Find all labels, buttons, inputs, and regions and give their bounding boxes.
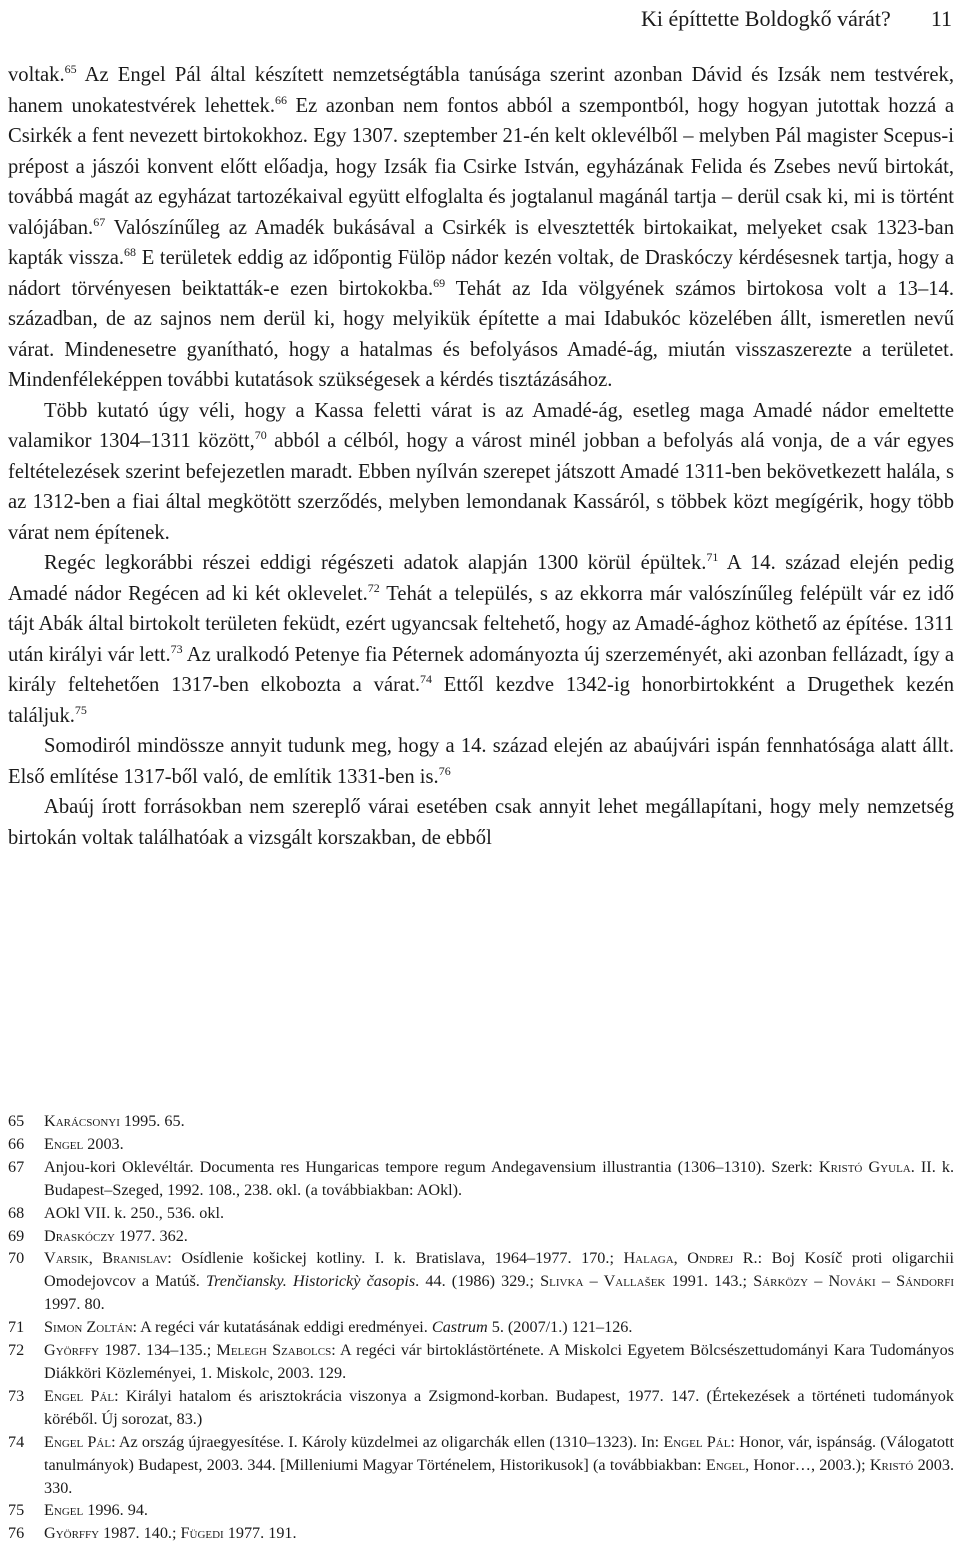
- text-run: E területek eddig az időpontig Fülöp nádor kezén voltak, de Draskóczy kérdésesnek tartja, hogy a nádort törvényesen beiktatták-e ezen birtokokba.: [8, 247, 954, 300]
- footnote-ref-67[interactable]: 67: [93, 214, 106, 229]
- text-run: abból a célból, hogy a várost minél jobban a befolyás alá vonja, de a vár egyes feltételezések szerint befejezetlen maradt. Ebben nyílván szerepet játszott Amadé 1311-ben bekövetkezett halála, s az 1312-ben a fiai által megkötött szerződés, melyben lemondanak Kassáról, s többek közt megígérik, hogy több várat nem építenek.: [8, 430, 954, 544]
- citation-text: : A regéci vár birtoklástörténete. A Miskolci Egyetem Bölcsészettudományi Kara Tudományos Diákköri Közleményei, 1. Miskolc, 2003. 129.: [44, 1341, 955, 1382]
- footnote-72: [8, 1339, 954, 1385]
- paragraph-4: [8, 731, 954, 792]
- text-run: Ettől kezdve 1342-ig honorbirtokként a Drugethek kezén találjuk.: [8, 674, 954, 727]
- footnote-text: [44, 1499, 954, 1522]
- text-run: Az uralkodó Petenye fia Péternek adományozta új szerzeményét, aki azonban fellázadt, így a király feltehetően 1317-ben elkobozta a várat.: [8, 643, 954, 696]
- footnote-number: 70: [8, 1249, 25, 1268]
- text-run: Az Engel Pál által készített nemzetségtábla tanúsága szerint azonban Dávid és Izsák nem testvérek, hanem unokatestvérek lehettek.: [8, 64, 954, 117]
- journal-title: Trenčiansky. Historickỳ časopis: [205, 1272, 416, 1291]
- footnote-number: 68: [8, 1203, 25, 1222]
- author-name: Slivka – Vallašek: [540, 1272, 666, 1291]
- text-run: Valószínűleg az Amadék bukásával a Csirkék is elvesztették birtokaikat, melyeket csak 1323-ban kapták vissza.: [8, 216, 954, 269]
- text-run: voltak.: [8, 64, 65, 86]
- footnote-ref-73[interactable]: 73: [170, 641, 183, 656]
- author-name: Engel: [44, 1501, 84, 1520]
- citation-text: 2003. 330.: [44, 1455, 954, 1497]
- footnote-66: [8, 1133, 954, 1156]
- author-name: Karácsonyi: [44, 1112, 120, 1130]
- citation-text: 2003.: [83, 1134, 124, 1153]
- footnote-70: [8, 1247, 954, 1316]
- footnotes: [8, 1110, 954, 1545]
- footnote-74: [8, 1431, 954, 1500]
- citation-text: . II. k. Budapest–Szeged, 1992. 108., 238. okl. (a továbbiakban: AOkl).: [44, 1157, 955, 1199]
- main-text: [8, 60, 954, 853]
- footnote-number: 69: [8, 1226, 25, 1245]
- citation-text: , Honor…, 2003.);: [745, 1455, 870, 1474]
- author-name: Kristó Gyula: [818, 1157, 911, 1176]
- running-head-title: Ki építtette Boldogkő várát?: [640, 6, 891, 31]
- author-name: Györffy: [44, 1524, 100, 1543]
- footnote-text: AOkl VII. k. 250., 536. okl.: [44, 1203, 225, 1222]
- paragraph-3: [8, 548, 954, 731]
- running-head: [0, 6, 952, 32]
- footnote-ref-72[interactable]: 72: [367, 580, 380, 595]
- citation-text: : Boj Kosíč proti oligarchii Omodejovcov a Matúš.: [44, 1249, 954, 1291]
- footnote-number: 73: [8, 1386, 25, 1405]
- footnote-text: [44, 1385, 954, 1431]
- author-name: Melegh Szabolcs: [216, 1341, 332, 1360]
- footnote-number: 72: [8, 1341, 25, 1360]
- author-name: Simon Zoltán: [44, 1318, 133, 1337]
- footnote-text: [44, 1225, 954, 1248]
- citation-text: 5. (2007/1.) 121–126.: [487, 1318, 633, 1337]
- text-run: Regéc legkorábbi részei eddigi régészeti adatok alapján 1300 körül épültek.: [44, 552, 707, 574]
- footnote-text: [44, 1522, 954, 1545]
- citation-text: . 44. (1986) 329.;: [415, 1272, 541, 1291]
- footnote-text: [44, 1431, 954, 1500]
- citation-text: 1995. 65.: [119, 1112, 185, 1130]
- footnote-67: [8, 1156, 954, 1202]
- author-name: Engel Pál: [44, 1432, 112, 1451]
- citation-text: 1977. 362.: [114, 1226, 188, 1245]
- footnote-ref-69[interactable]: 69: [433, 275, 446, 290]
- footnote-ref-70[interactable]: 70: [254, 428, 267, 442]
- text-run: Tehát az Ida völgyének számos birtokosa volt a 13–14. században, de az sajnos nem derül ki, hogy melyikük építette a mai Idabukóc közelében állt, ismeretlen nevű várat. Mindenesetre gyanítható, hogy a hatalmas és befolyásos Amadé-ág, miután visszaszerezte a területet. Mindenféleképpen további kutatások szükségesek a kérdés tisztázásához.: [8, 277, 954, 391]
- citation-text: 1987. 134–135.;: [99, 1341, 217, 1360]
- citation-text: : Az ország újraegyesítése. I. Károly küzdelmei az oligarchák ellen (1310–1323). In:: [111, 1432, 664, 1451]
- footnote-ref-66[interactable]: 66: [274, 92, 287, 107]
- citation-text: Anjou-kori Oklevéltár. Documenta res Hungaricas tempore regum Andegavensium illustrantia (1306–1310). Szerk:: [44, 1157, 819, 1176]
- author-name: Engel Pál: [44, 1386, 115, 1405]
- footnote-69: [8, 1225, 954, 1248]
- footnote-ref-65[interactable]: 65: [64, 62, 77, 76]
- paragraph-2: [8, 396, 954, 549]
- footnote-number: 65: [8, 1112, 25, 1130]
- citation-text: 1996. 94.: [83, 1501, 148, 1520]
- author-name: Draskóczy: [44, 1226, 115, 1245]
- paragraph-1: [8, 60, 954, 396]
- footnote-68: [8, 1202, 954, 1225]
- footnote-number: 74: [8, 1432, 25, 1451]
- footnote-73: [8, 1385, 954, 1431]
- paragraph-5: [8, 792, 954, 853]
- page-number: 11: [930, 6, 952, 31]
- journal-title: Castrum: [431, 1318, 488, 1337]
- footnote-76: [8, 1522, 954, 1545]
- footnote-number: 76: [8, 1524, 25, 1543]
- footnote-text: [44, 1339, 954, 1385]
- text-run: Ez azonban nem fontos abból a szempontból, hogy hogyan jutottak hozzá a Csirkék a fent nevezett birtokokhoz. Egy 1307. szeptember 21-én kelt oklevélből – melyben Pál magister Scepus-i prépost a jászói konvent előtt előadja, hogy Izsák fia Csirke István, egyházának Felida és Zsebes nevű birtokát, továbbá magát az egyházat tartozékaival együtt elfoglalta és jogtalanul magánál tartja – derül csak ki, mi is történt valójában.: [8, 94, 954, 239]
- citation-text: : Királyi hatalom és arisztokrácia viszonya a Zsigmond-korban. Budapest, 1977. 147. (Értekezések a történeti tudományok köréből. Új sorozat, 83.): [44, 1386, 954, 1428]
- footnote-75: [8, 1499, 954, 1522]
- author-name: Engel: [705, 1455, 746, 1474]
- author-name: Halaga, Ondrej R.: [623, 1249, 758, 1268]
- citation-text: 1987. 140.;: [99, 1524, 181, 1543]
- footnote-number: 66: [8, 1134, 25, 1153]
- author-name: Sárközy – Nováki – Sándorfi: [753, 1272, 955, 1291]
- footnote-65: [8, 1110, 954, 1133]
- author-name: Engel Pál: [663, 1432, 731, 1451]
- footnote-ref-75[interactable]: 75: [74, 702, 87, 717]
- citation-text: 1997. 80.: [44, 1295, 105, 1314]
- footnote-71: [8, 1316, 954, 1339]
- footnote-number: 75: [8, 1501, 25, 1520]
- citation-text: : Osídlenie košickej kotliny. I. k. Bratislava, 1964–1977. 170.;: [167, 1249, 624, 1268]
- footnote-ref-68[interactable]: 68: [124, 245, 137, 259]
- author-name: Kristó: [869, 1455, 914, 1474]
- text-run: Abaúj írott forrásokban nem szereplő várai esetében csak annyit lehet megállapítani, hogy mely nemzetség birtokán voltak találhatóak a vizsgált korszakban, de ebből: [8, 796, 954, 849]
- author-name: Fügedi: [180, 1524, 224, 1543]
- footnote-text: [44, 1110, 954, 1133]
- text-run: Több kutató úgy véli, hogy a Kassa feletti várat is az Amadé-ág, esetleg maga Amadé nádor emeltette valamikor 1304–1311 között,: [8, 399, 954, 452]
- footnote-text: [44, 1156, 954, 1202]
- text-run: Somodiról mindössze annyit tudunk meg, hogy a 14. század elején az abaújvári ispán fennhatósága alatt állt. Első említése 1317-ből való, de említik 1331-ben is.: [8, 735, 954, 788]
- footnote-ref-74[interactable]: 74: [419, 672, 432, 686]
- author-name: Engel: [44, 1134, 84, 1153]
- footnote-ref-71[interactable]: 71: [706, 550, 719, 564]
- footnote-number: 67: [8, 1157, 25, 1176]
- citation-text: : Honor, vár, ispánság. (Válogatott tanulmányok) Budapest, 2003. 344. [Milleniumi Magyar Történelem, Historikusok] (a továbbiakban:: [44, 1432, 954, 1474]
- footnote-text: [44, 1133, 954, 1156]
- footnote-number: 71: [8, 1318, 25, 1337]
- citation-text: 1991. 143.;: [665, 1272, 754, 1291]
- author-name: Varsik, Branislav: [44, 1249, 168, 1268]
- text-run: Tehát a település, s az ekkorra már valószínűleg felépült vár ez idő tájt Abák által birtokolt területen feküdt, ezért ugyancsak feltehető, hogy az Amadé-ághoz köthető az építése. 1311 után királyi vár lett.: [8, 582, 954, 666]
- citation-text: : A regéci vár kutatásának eddigi eredményei.: [132, 1318, 432, 1337]
- footnote-text: [44, 1247, 954, 1316]
- citation-text: 1977. 191.: [223, 1524, 297, 1543]
- footnote-ref-76[interactable]: 76: [438, 763, 451, 778]
- footnote-text: [44, 1316, 954, 1339]
- text-run: A 14. század elején pedig Amadé nádor Regécen ad ki két oklevelet.: [8, 552, 955, 605]
- author-name: Györffy: [44, 1341, 100, 1360]
